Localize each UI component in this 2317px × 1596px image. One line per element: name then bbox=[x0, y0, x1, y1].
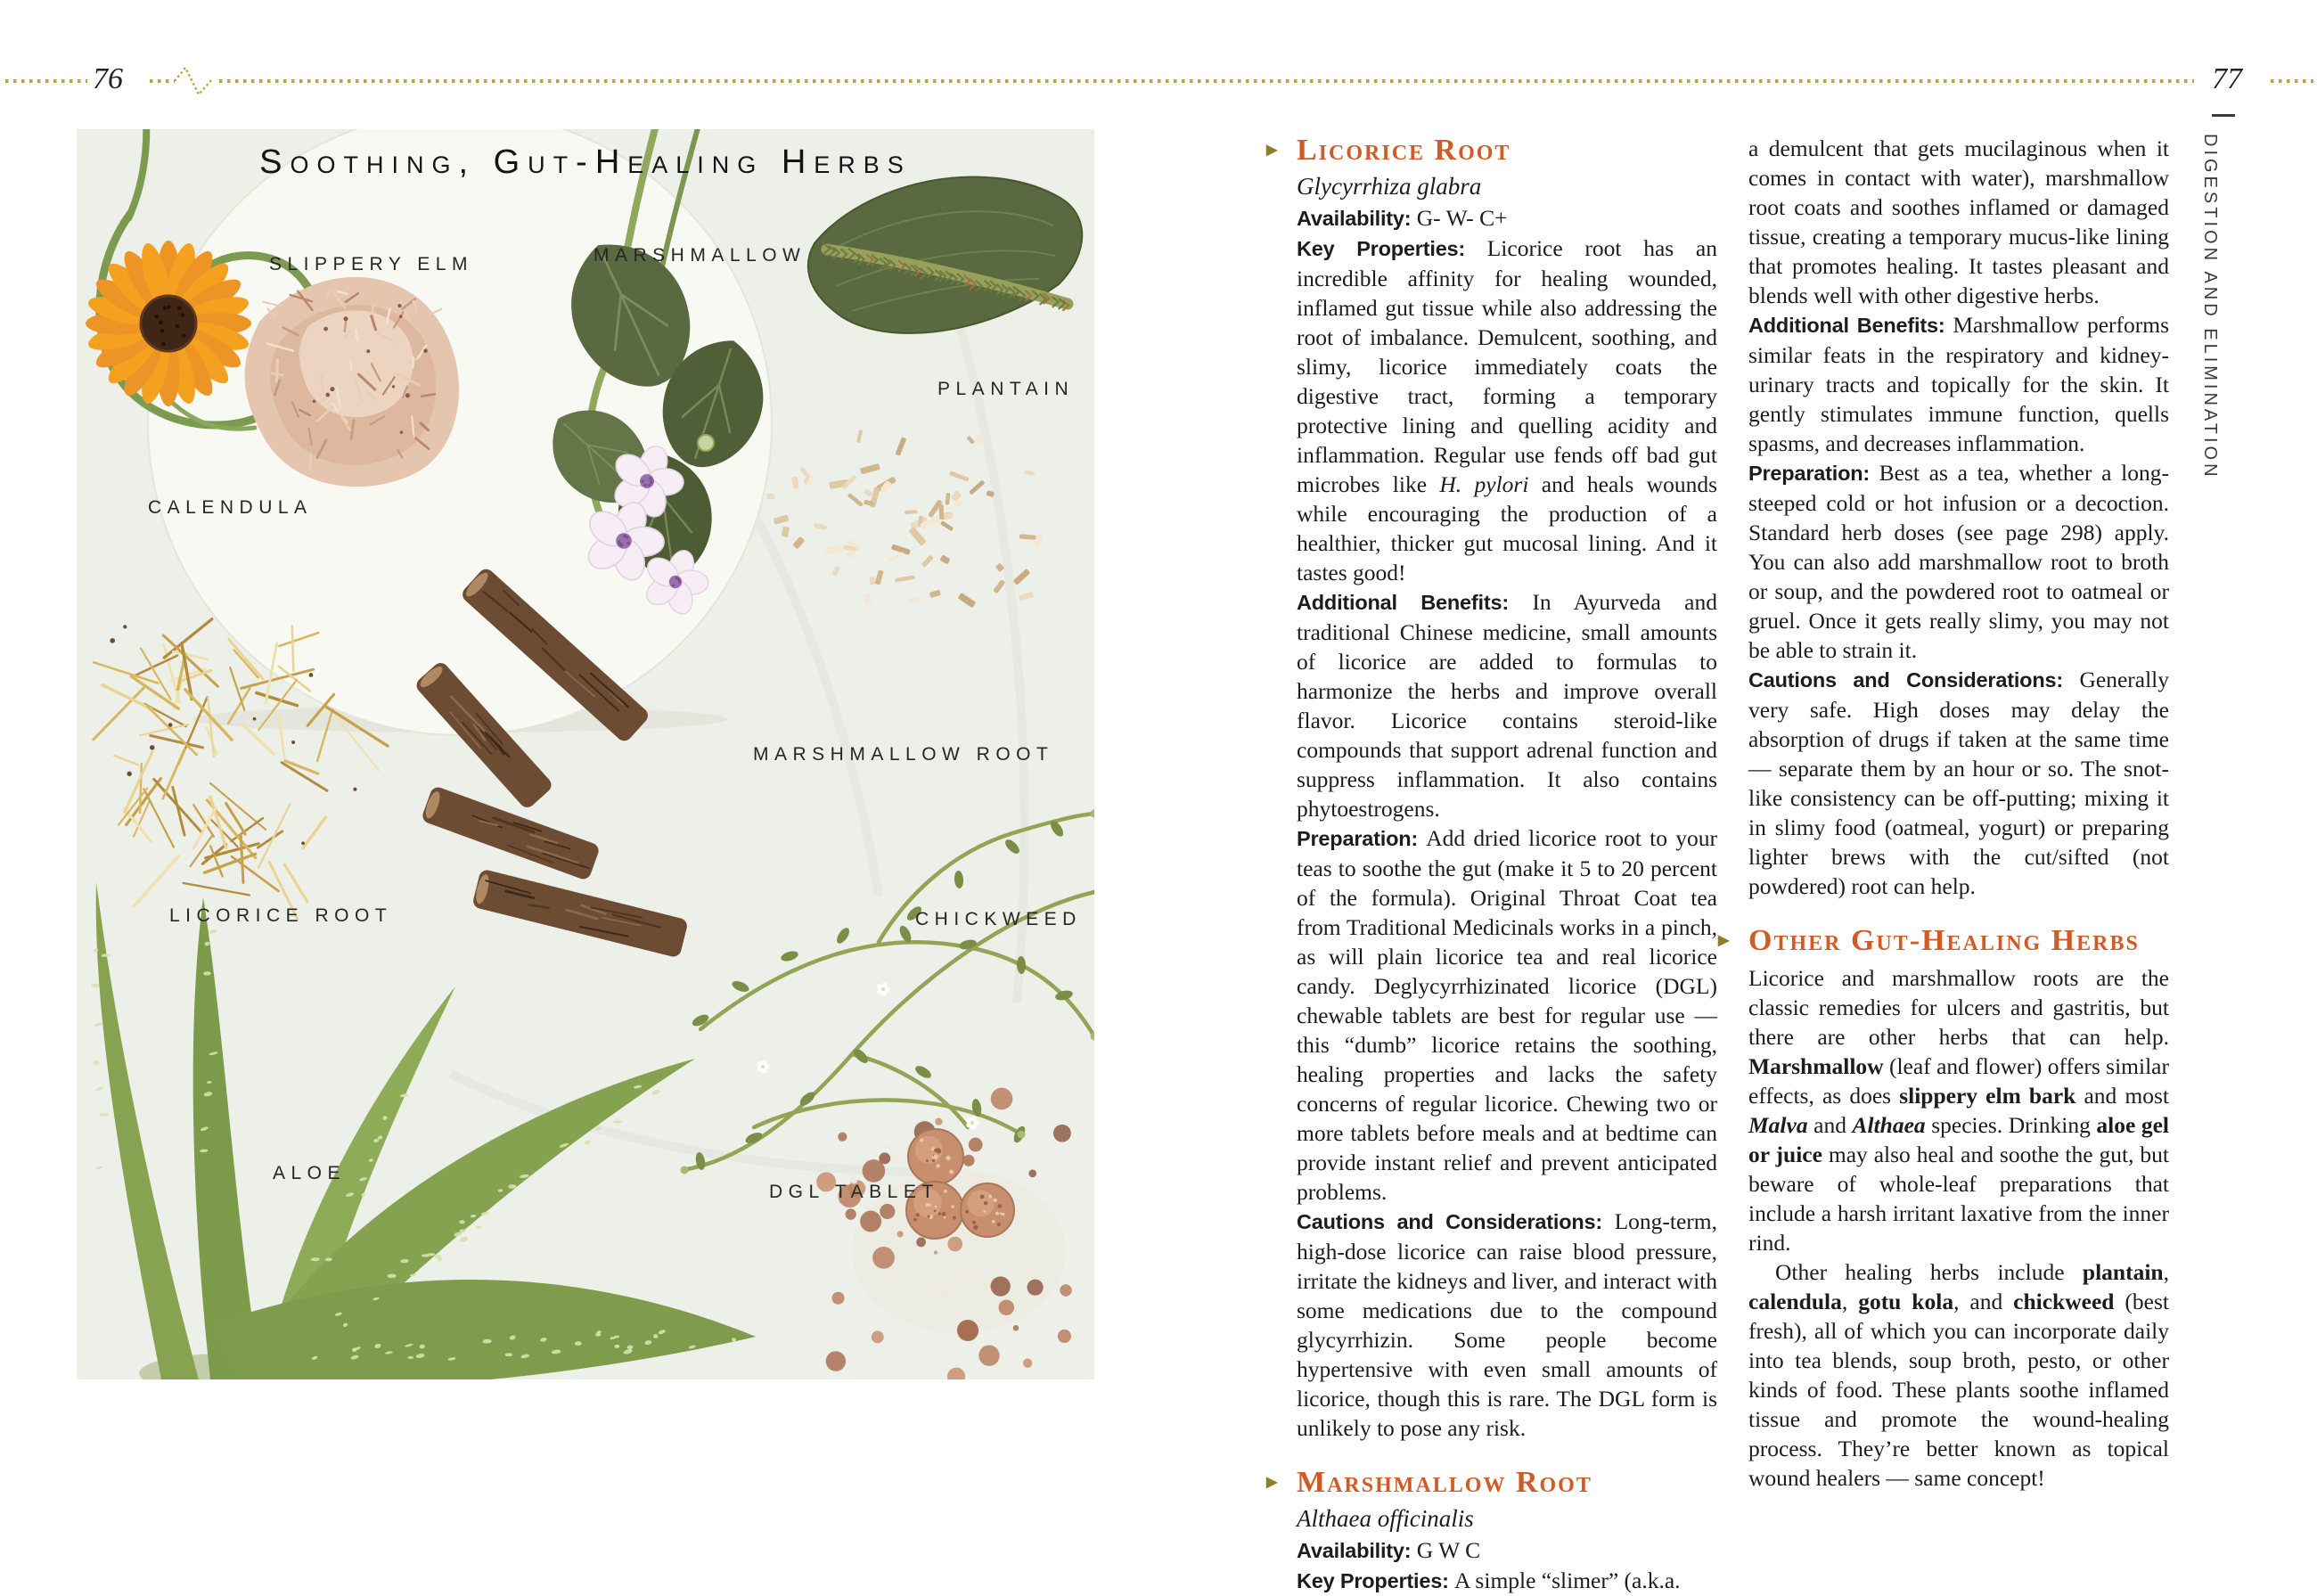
photo-label: ALOE bbox=[273, 1163, 346, 1184]
photo-label: CALENDULA bbox=[148, 497, 313, 519]
arrow-icon: ▶ bbox=[1266, 141, 1279, 159]
top-rule-dotted bbox=[5, 79, 87, 83]
photo-label: DGL TABLET bbox=[769, 1182, 939, 1203]
chapter-sidebar-label: DIGESTION AND ELIMINATION bbox=[2199, 134, 2220, 480]
top-rule-dotted bbox=[2271, 79, 2313, 83]
herb-photo bbox=[77, 129, 1094, 1379]
body-paragraph: Availability: G W C bbox=[1297, 1535, 1717, 1566]
heartbeat-zigzag-icon bbox=[175, 64, 216, 100]
arrow-icon: ▶ bbox=[1718, 931, 1731, 949]
photo-label: LICORICE ROOT bbox=[169, 905, 392, 927]
body-paragraph: Preparation: Best as a tea, whether a long-steeped cold or hot infusion or a decoction. Standard herb doses (see page 298) apply. You can also add marshmallow root to broth or soup, and the powdered root to oatmeal or gruel. Once it gets really slimy, you may not be able to strain it. bbox=[1748, 458, 2169, 665]
body-paragraph: Cautions and Considerations: Long-term, high-dose licorice can raise blood pressure, irritate the kidneys and liver, and interact with some medications due to the compound glycyrrhizin. Some people become hypertensive with even small amounts of licorice, though this is rare. The DGL form is unlikely to pose any risk. bbox=[1297, 1207, 1717, 1443]
arrow-icon: ▶ bbox=[1266, 1473, 1279, 1491]
body-paragraph: Additional Benefits: In Ayurveda and traditional Chinese medicine, small amounts of licorice are added to formulas to harmonize the herbs and improve overall flavor. Licorice contains steroid-like compounds that support adrenal function and suppress inflammation. It also contains phytoestrogens. bbox=[1297, 587, 1717, 823]
top-rule-dotted bbox=[150, 79, 175, 83]
photo-label: MARSHMALLOW ROOT bbox=[753, 744, 1053, 765]
body-paragraph: Cautions and Considerations: Generally very safe. High doses may delay the absorption of drugs if taken at the same time — separate them by an hour or so. The snot-like consistency can be off-putting; mixing it in slimy food (oatmeal, yogurt) or preparing lighter brews with the cut/sifted (not powdered) root can help. bbox=[1748, 665, 2169, 901]
section-heading bbox=[1297, 134, 1717, 168]
body-paragraph: Availability: G- W- C+ bbox=[1297, 203, 1717, 233]
top-rule-dotted bbox=[219, 79, 2194, 83]
photo-label: SLIPPERY ELM bbox=[269, 254, 473, 275]
slippery-elm-pile bbox=[245, 277, 460, 487]
body-paragraph: Key Properties: Licorice root has an incredible affinity for healing wounded, inflamed gut tissue while also addressing the root of imbalance. Demulcent, soothing, and slimy, licorice immediately coats the digestive tract, forming a temporary protective lining and quelling acidity and inflammation. Regular use fends off bad gut microbes like H. pylori and heals wounds while encouraging the production of a healthier, thicker gut mucosal lining. And it tastes good! bbox=[1297, 233, 1717, 587]
section-heading-text: Licorice Root bbox=[1297, 134, 1511, 167]
body-paragraph: Key Properties: A simple “slimer” (a.k.a. bbox=[1297, 1566, 1717, 1596]
page-number-right: 77 bbox=[2212, 62, 2242, 96]
section-heading bbox=[1748, 924, 2169, 958]
species-name: Glycyrrhiza glabra bbox=[1297, 173, 1717, 201]
body-paragraph: Preparation: Add dried licorice root to your teas to soothe the gut (make it 5 to 20 percent of the formula). Original Throat Coat tea from Traditional Medicinals works in a pinch, as will plain licorice tea and real licorice candy. Deglycyrrhizinated licorice (DGL) chewable tablets are best for regular use — this “dumb” licorice retains the soothing, healing properties and lacks the safety concerns of regular licorice. Chewing two or more tablets before meals and at bedtime can provide instant relief and prevent anticipated problems. bbox=[1297, 823, 1717, 1207]
body-paragraph: Additional Benefits: Marshmallow performs similar feats in the respiratory and kidney-urinary tracts and topically for the skin. It gently stimulates immune function, quells spasms, and decreases inflammation. bbox=[1748, 310, 2169, 458]
sidebar-rule bbox=[2212, 114, 2235, 117]
section-heading bbox=[1297, 1466, 1717, 1500]
photo-label: PLANTAIN bbox=[937, 379, 1074, 400]
photo-label: MARSHMALLOW bbox=[594, 245, 806, 266]
text-column-right bbox=[1748, 134, 2169, 1493]
page-number-left: 76 bbox=[93, 62, 123, 96]
photo-label: CHICKWEED bbox=[915, 909, 1082, 930]
text-column-left bbox=[1297, 134, 1717, 1596]
section-heading-text: Marshmallow Root bbox=[1297, 1466, 1592, 1499]
species-name: Althaea officinalis bbox=[1297, 1505, 1717, 1533]
body-paragraph: Licorice and marshmallow roots are the classic remedies for ulcers and gastritis, but there are other herbs that can help. Marshmallow (leaf and flower) offers similar effects, as does slippery elm bark and most Malva and Althaea species. Drinking aloe gel or juice may also heal and soothe the gut, but beware of whole-leaf preparations that include a harsh irritant laxative from the inner rind. bbox=[1748, 963, 2169, 1257]
photo-title: Soothing, Gut-Healing Herbs bbox=[77, 143, 1094, 182]
body-paragraph: Other healing herbs include plantain, calendula, gotu kola, and chickweed (best fresh), all of which you can incorporate daily into tea blends, soup broth, pesto, or other kinds of food. These plants soothe inflamed tissue and promote the wound-healing process. They’re better known as topical wound healers — same concept! bbox=[1748, 1257, 2169, 1493]
body-paragraph: a demulcent that gets mucilaginous when it comes in contact with water), marshmallow root coats and soothes inflamed or damaged tissue, creating a temporary mucus-like lining that promotes healing. It tastes pleasant and blends well with other digestive herbs. bbox=[1748, 134, 2169, 310]
section-heading-text: Other Gut-Healing Herbs bbox=[1748, 924, 2140, 957]
